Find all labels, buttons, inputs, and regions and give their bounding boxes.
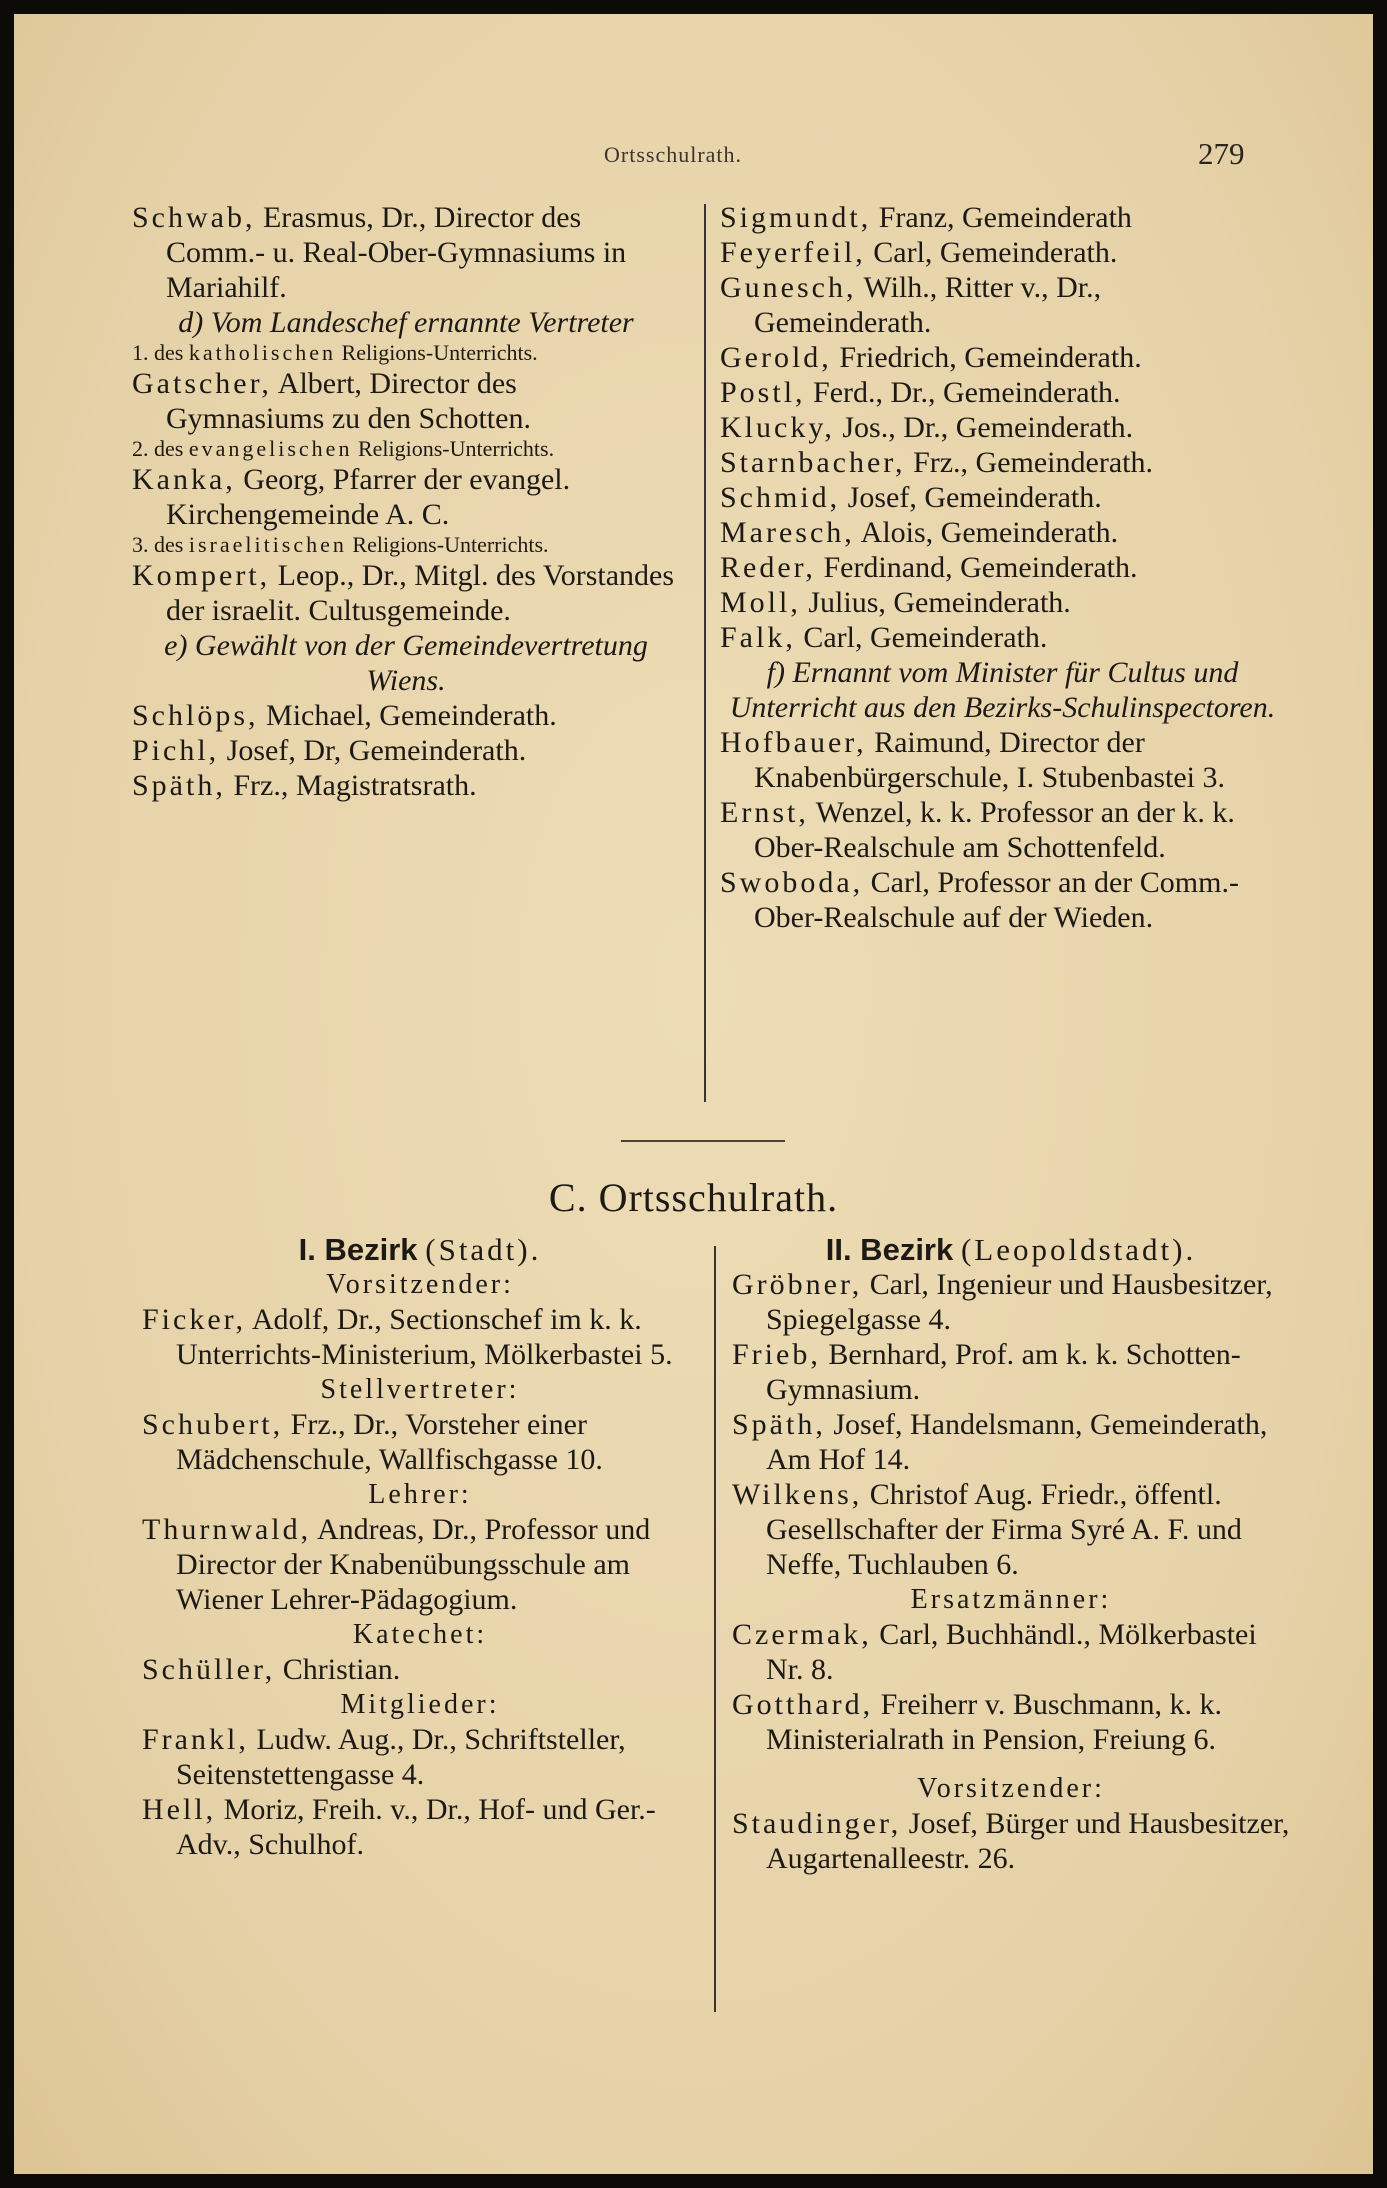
list-entry — [720, 585, 1285, 620]
column-divider-upper — [704, 204, 706, 1102]
entry-text: Bernhard, Prof. am k. k. Schotten-Gymnasium. — [766, 1338, 1241, 1406]
running-title: Ortsschulrath. — [604, 142, 743, 167]
list-entry — [720, 795, 1285, 865]
entry-text: Ferdinand, Gemeinderath. — [823, 551, 1138, 584]
entry-text: Raimund, Director der Knabenbürgerschule, I. Stubenbastei 3. — [754, 726, 1225, 794]
entry-name: Swoboda, — [720, 866, 864, 899]
entry-text: Ferd., Dr., Gemeinderath. — [813, 376, 1121, 409]
entry-text: Josef, Handelsmann, Gemeinderath, Am Hof 14. — [766, 1408, 1268, 1476]
list-entry — [720, 515, 1285, 550]
list-entry — [732, 1267, 1290, 1337]
list-entry — [732, 1407, 1290, 1477]
entry-text: Jos., Dr., Gemeinderath. — [842, 411, 1134, 444]
district-2-column — [732, 1232, 1290, 1876]
list-entry — [732, 1687, 1290, 1757]
entry-text: Wilh., Ritter v., Dr., Gemeinderath. — [754, 271, 1102, 339]
district-1-column — [142, 1232, 698, 1862]
upper-right-column — [720, 200, 1285, 935]
subheading-2: 2. des evangelischen Religions-Unterrichts. — [132, 436, 555, 461]
list-entry — [720, 270, 1285, 340]
list-entry — [720, 340, 1285, 375]
entry-text: Carl, Ingenieur und Hausbesitzer, Spiegelgasse 4. — [766, 1268, 1273, 1336]
inspector-list — [720, 725, 1285, 935]
entry-name: Wilkens, — [732, 1478, 863, 1511]
entry-text: Wenzel, k. k. Professor an der k. k. Ober-Realschule am Schottenfeld. — [754, 796, 1235, 864]
role-mitglieder: Mitglieder: — [340, 1689, 500, 1720]
page — [14, 14, 1373, 2174]
subheading-3: 3. des israelitischen Religions-Unterrichts. — [132, 532, 549, 557]
district-2-chair — [732, 1806, 1290, 1876]
entry-name: Starnbacher, — [720, 446, 906, 479]
council-member-list — [720, 200, 1285, 655]
list-entry — [720, 725, 1285, 795]
entry-name: Reder, — [720, 551, 816, 584]
list-entry — [732, 1617, 1290, 1687]
subheading-1: 1. des katholischen Religions-Unterrichts. — [132, 340, 538, 365]
list-entry — [732, 1337, 1290, 1407]
role-lehrer: Lehrer: — [368, 1479, 472, 1510]
entry-schubert: Schubert, Frz., Dr., Vorsteher einer Mädchenschule, Wallfischgasse 10. — [142, 1408, 603, 1476]
entry-gatscher: Gatscher, Albert, Director des Gymnasiums zu den Schotten. — [132, 367, 531, 435]
entry-frankl: Frankl, Ludw. Aug., Dr., Schriftsteller, Seitenstettengasse 4. — [142, 1723, 626, 1791]
list-entry — [720, 480, 1285, 515]
entry-name: Hofbauer, — [720, 726, 867, 759]
list-entry — [720, 620, 1285, 655]
list-entry — [720, 375, 1285, 410]
role-stellvertreter: Stellvertreter: — [320, 1374, 520, 1405]
entry-name: Klucky, — [720, 411, 835, 444]
entry-name: Moll, — [720, 586, 801, 619]
role-vorsitzender: Vorsitzender: — [326, 1269, 514, 1300]
upper-left-column — [132, 200, 680, 803]
entry-schwab: Schwab, Erasmus, Dr., Director des Comm.- u. Real-Ober-Gymnasiums in Mariahilf. — [132, 201, 627, 304]
entry-name: Gotthard, — [732, 1688, 874, 1721]
role-vorsitzender-2: Vorsitzender: — [917, 1773, 1105, 1804]
entry-name: Frieb, — [732, 1338, 821, 1371]
list-entry — [720, 410, 1285, 445]
entry-name: Maresch, — [720, 516, 855, 549]
entry-kanka: Kanka, Georg, Pfarrer der evangel. Kirchengemeinde A. C. — [132, 463, 571, 531]
entry-name: Falk, — [720, 621, 796, 654]
entry-name: Postl, — [720, 376, 806, 409]
entry-name: Czermak, — [732, 1618, 872, 1651]
entry-text: Freiherr v. Buschmann, k. k. Ministerialrath in Pension, Freiung 6. — [766, 1688, 1222, 1756]
list-entry — [732, 1477, 1290, 1582]
role-ersatzmaenner: Ersatzmänner: — [910, 1584, 1112, 1615]
entry-thurnwald: Thurnwald, Andreas, Dr., Professor und Director der Knabenübungsschule am Wiener Lehrer-Pädagogium. — [142, 1513, 651, 1616]
entry-name: Sigmundt, — [720, 201, 872, 234]
heading-e: e) Gewählt von der Gemeindevertretung Wiens. — [164, 629, 648, 697]
column-divider-lower — [714, 1246, 716, 2012]
role-katechet: Katechet: — [352, 1619, 488, 1650]
entry-text: Carl, Buchhändl., Mölkerbastei Nr. 8. — [766, 1618, 1257, 1686]
district-2-substitutes — [732, 1617, 1290, 1757]
heading-f: f) Ernannt vom Minister für Cultus und Unterricht aus den Bezirks-Schulinspectoren. — [729, 656, 1276, 724]
entry-schueller: Schüller, Christian. — [142, 1653, 401, 1686]
entry-name: Feyerfeil, — [720, 236, 866, 269]
entry-text: Alois, Gemeinderath. — [860, 516, 1119, 549]
entry-name: Späth, — [732, 1408, 826, 1441]
entry-spaeth: Späth, Frz., Magistratsrath. — [132, 769, 477, 802]
entry-text: Carl, Gemeinderath. — [873, 236, 1118, 269]
list-entry — [720, 200, 1285, 235]
entry-text: Christof Aug. Friedr., öffentl. Gesellschafter der Firma Syré A. F. und Neffe, Tuchlauben 6. — [766, 1478, 1242, 1581]
entry-pichl: Pichl, Josef, Dr, Gemeinderath. — [132, 734, 527, 767]
entry-ficker: Ficker, Adolf, Dr., Sectionschef im k. k. Unterrichts-Ministerium, Mölkerbastei 5. — [142, 1303, 673, 1371]
entry-text: Josef, Bürger und Hausbesitzer, Augartenalleestr. 26. — [766, 1807, 1290, 1875]
entry-text: Julius, Gemeinderath. — [808, 586, 1071, 619]
entry-name: Gerold, — [720, 341, 832, 374]
entry-hell: Hell, Moriz, Freih. v., Dr., Hof- und Ger.-Adv., Schulhof. — [142, 1793, 656, 1861]
section-rule — [621, 1140, 785, 1142]
page-header — [14, 136, 1373, 180]
entry-name: Schmid, — [720, 481, 841, 514]
heading-d: d) Vom Landeschef ernannte Vertreter — [178, 306, 634, 339]
page-number: 279 — [1198, 136, 1245, 171]
district-2-heading: II. Bezirk (Leopoldstadt). — [825, 1232, 1197, 1267]
list-entry — [720, 445, 1285, 480]
list-entry — [720, 865, 1285, 935]
entry-text: Carl, Gemeinderath. — [803, 621, 1048, 654]
entry-name: Gröbner, — [732, 1268, 863, 1301]
entry-name: Gunesch, — [720, 271, 857, 304]
entry-text: Franz, Gemeinderath — [878, 201, 1132, 234]
entry-name: Staudinger, — [732, 1807, 902, 1840]
list-entry — [720, 550, 1285, 585]
entry-name: Ernst, — [720, 796, 809, 829]
list-entry — [732, 1806, 1290, 1876]
section-title: C. Ortsschulrath. — [548, 1175, 839, 1220]
entry-kompert: Kompert, Leop., Dr., Mitgl. des Vorstandes der israelit. Cultusgemeinde. — [132, 559, 675, 627]
district-1-heading: I. Bezirk (Stadt). — [298, 1232, 542, 1267]
entry-text: Frz., Gemeinderath. — [913, 446, 1153, 479]
entry-text: Josef, Gemeinderath. — [847, 481, 1102, 514]
district-2-members — [732, 1267, 1290, 1582]
entry-schloeps: Schlöps, Michael, Gemeinderath. — [132, 699, 557, 732]
list-entry — [720, 235, 1285, 270]
entry-text: Friedrich, Gemeinderath. — [839, 341, 1142, 374]
entry-text: Carl, Professor an der Comm.-Ober-Realschule auf der Wieden. — [754, 866, 1239, 934]
